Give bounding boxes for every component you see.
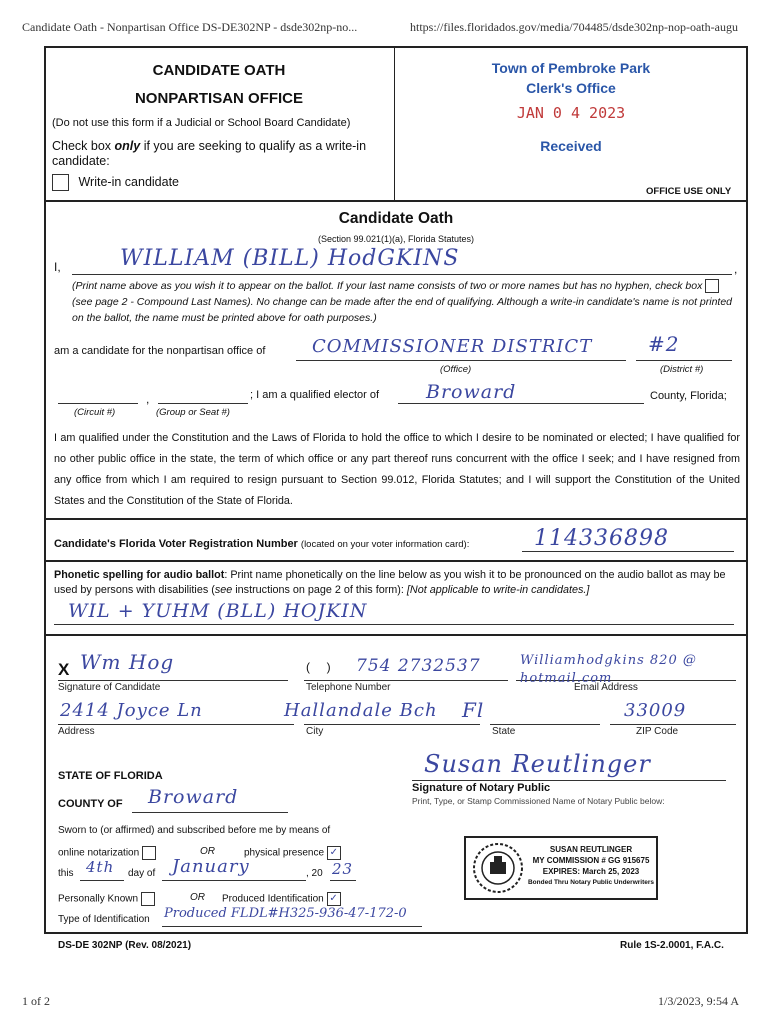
phonetic-instructions [54,568,740,598]
office-field[interactable]: COMMISSIONER DISTRICT [312,336,593,357]
writein-option[interactable] [52,174,179,191]
address-label: Address [58,726,95,737]
writein-label: Write-in candidate [78,174,179,189]
voter-reg-line [522,551,734,552]
stamp-notary-bonded: Bonded Thru Notary Public Underwriters [527,879,655,886]
phone-parens: ( ) [306,660,331,674]
writein-checkbox[interactable] [52,174,69,191]
name-line [72,274,732,275]
divider-3 [44,560,748,562]
or-2: OR [190,892,205,903]
email-label: Email Address [574,682,638,693]
form-id: DS-DE 302NP (Rev. 08/2021) [58,940,192,951]
phone-label: Telephone Number [306,682,391,693]
compound-name-checkbox[interactable] [705,279,719,293]
name-instructions-part-a: (Print name above as you wish it to appear on the ballot. If your last name consists of two or more names but has no hyphen, check box [72,280,703,292]
day-of-label: day of [128,868,156,879]
circuit-line [58,403,138,404]
phone-field[interactable]: 754 2732537 [356,656,481,676]
phonetic-text-2: instructions on page 2 of this form): [232,584,407,596]
year-prefix: , 20 [306,868,323,879]
comma-mark: , [734,262,738,276]
zip-field[interactable]: 33009 [624,700,687,721]
stamp-clerk: Clerk's Office [526,80,616,96]
circuit-caption: (Circuit #) [74,407,116,418]
produced-id-checkbox[interactable]: ✓ [327,892,341,906]
notary-state: STATE OF FLORIDA [58,770,163,782]
signature-line [58,680,288,681]
county-field[interactable]: Broward [426,381,517,403]
page-number: 1 of 2 [22,994,50,1008]
year-line [330,880,356,881]
voter-reg-field[interactable]: 114336898 [534,526,669,551]
city-line [304,724,480,725]
writein-instruction-pre: Check box [52,139,115,153]
address-field[interactable]: 2414 Joyce Ln [60,700,203,721]
notary-signature-line [412,780,726,781]
form-note: (Do not use this form if a Judicial or School Board Candidate) [52,117,351,129]
signature-label: Signature of Candidate [58,682,161,693]
address-line [58,724,294,725]
zip-label: ZIP Code [636,726,679,737]
month-field[interactable]: January [172,856,250,877]
produced-id-option[interactable] [222,892,341,906]
voter-reg-sublabel: (located on your voter information card): [300,539,470,550]
or-1: OR [200,846,215,857]
personally-known-checkbox[interactable] [141,892,155,906]
personally-known-option[interactable] [58,892,155,906]
browser-page-title: Candidate Oath - Nonpartisan Office DS-DE302NP - dsde302np-no... [22,20,358,34]
divider-4 [44,634,748,636]
oath-citation: (Section 99.021(1)(a), Florida Statutes) [317,234,475,244]
id-type-line [162,926,422,927]
name-instructions-part-b: (see page 2 - Compound Last Names). No change can be made after the end of qualifying. Although a write-in candidate's name is not printed on the ballot, the name must be printed above for oath purposes.) [72,296,733,324]
office-line [296,360,626,361]
form-rule: Rule 1S-2.0001, F.A.C. [620,940,724,951]
notary-county-field[interactable]: Broward [148,786,239,808]
elector-label: ; I am a qualified elector of [250,389,380,401]
phonetic-not-applicable: [Not applicable to write-in candidates.] [406,584,590,596]
personally-known-label: Personally Known [58,893,139,905]
x-mark: X [58,660,70,679]
state-label: State [492,726,516,737]
voter-reg-row [54,538,469,550]
id-type-label: Type of Identification [58,914,150,925]
city-field[interactable]: Hallandale Bch [284,700,438,721]
writein-instruction-post: if you are seeking to qualify as a write-in candidate: [52,139,367,168]
zip-line [610,724,736,725]
divider-2 [44,518,748,520]
stamp-date: JAN 0 4 2023 [516,104,626,122]
id-type-field[interactable]: Produced FLDL#H325-936-47-172-0 [164,906,407,921]
print-timestamp: 1/3/2023, 9:54 A [658,994,740,1008]
district-caption: (District #) [660,364,704,375]
stamp-notary-expires: EXPIRES: March 25, 2023 [542,867,640,876]
phonetic-see: see [214,584,233,596]
sworn-statement: Sworn to (or affirmed) and subscribed before me by means of [58,825,331,836]
day-field[interactable]: 4th [86,858,115,876]
notary-signature-field[interactable]: Susan Reutlinger [424,750,651,778]
stamp-notary-commission: MY COMMISSION # GG 915675 [532,856,650,865]
writein-instruction [52,139,382,169]
physical-checkbox[interactable]: ✓ [327,846,341,860]
candidate-signature-field[interactable]: Wm Hog [80,650,175,674]
comma-mark-2: , [146,392,150,406]
office-caption: (Office) [440,364,472,375]
notary-seal-icon [472,842,524,894]
phonetic-line [54,624,734,625]
phonetic-label: Phonetic spelling for audio ballot [54,569,225,581]
county-suffix: County, Florida; [650,390,727,402]
divider-1 [44,200,748,202]
name-instructions [72,278,732,326]
received-stamp [396,60,746,154]
date-row [58,868,74,879]
form-title-2: NONPARTISAN OFFICE [134,90,304,107]
county-line [398,403,644,404]
notary-signature-label: Signature of Notary Public [412,782,551,794]
office-label: am a candidate for the nonpartisan office of [54,345,266,357]
district-field[interactable]: #2 [648,332,680,356]
browser-page-url: https://files.floridados.gov/media/704485/dsde302np-nop-oath-augu [410,20,738,34]
stamp-notary-name: SUSAN REUTLINGER [549,845,633,854]
year-field[interactable]: 23 [332,860,354,878]
stamp-received: Received [540,138,602,154]
online-checkbox[interactable] [142,846,156,860]
produced-id-label: Produced Identification [222,893,324,905]
district-line [636,360,732,361]
state-line [490,724,600,725]
this-label: this [58,868,74,879]
candidate-name-field[interactable]: WILLIAM (BILL) HodGKINS [120,246,460,271]
form-title-1: CANDIDATE OATH [152,62,286,79]
voter-reg-label: Candidate's Florida Voter Registration Number [54,538,298,550]
group-line [158,403,248,404]
day-line [80,880,124,881]
office-use-only: OFFICE USE ONLY [646,186,732,197]
stamp-town: Town of Pembroke Park [491,60,651,76]
top-divider-vertical [394,46,395,200]
phonetic-text: : Print name phonetically on the line below as you wish it to be pronounced on the audio ballot as may be used by persons with disabilities ( [54,569,726,596]
physical-label: physical presence [244,847,325,859]
writein-instruction-emph: only [114,139,141,153]
notary-county-line [132,812,288,813]
phonetic-field[interactable]: WIL + YUHM (BLL) HOJKIN [68,600,368,622]
group-caption: (Group or Seat #) [156,407,230,418]
notary-stamp [464,836,658,900]
state-field[interactable]: Fl [462,698,485,722]
city-label: City [306,726,324,737]
oath-body: I am qualified under the Constitution and the Laws of Florida to hold the office to which I desire to be nominated or elected; I have qualified for no other public office in the state, the term of which office or any part thereof runs concurrent with the office I seek; and I have resigned from any office from which I am required to resign pursuant to Section 99.012, Florida Statutes; and I will support the Constitution of the United States and the Constitution of the State of Florida. [54,432,740,507]
notary-county-label: COUNTY OF [58,798,123,810]
online-label: online notarization [58,847,140,859]
email-field[interactable]: Williamhodgkins 820 @ hotmail.com [520,653,697,686]
oath-heading: Candidate Oath [338,210,454,227]
notary-print-name-label: Print, Type, or Stamp Commissioned Name of Notary Public below: [412,796,665,806]
month-line [162,880,306,881]
physical-option[interactable] [244,846,341,860]
i-label: I, [54,260,61,274]
phone-line [304,680,508,681]
